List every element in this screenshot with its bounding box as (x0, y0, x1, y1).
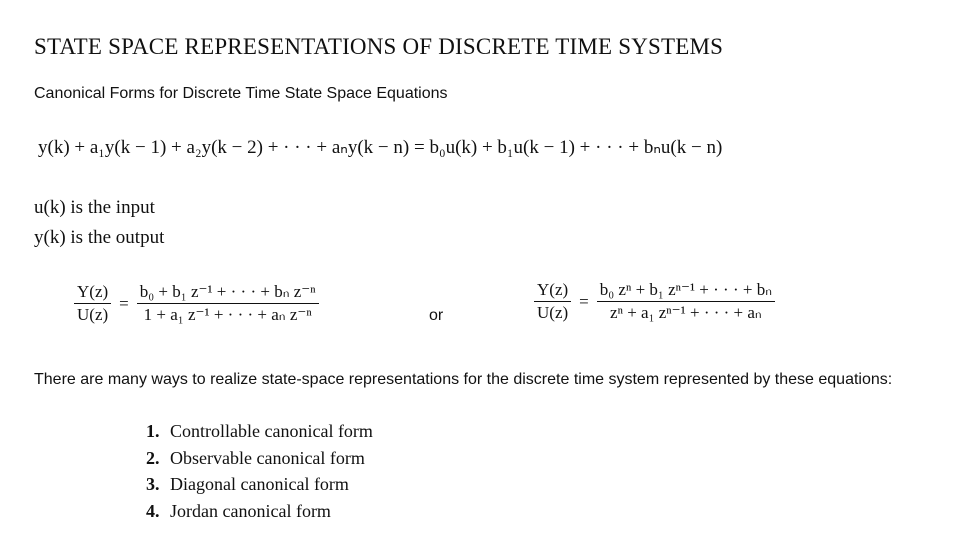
tf2-rhs-numerator: b₀ zⁿ + b₁ zⁿ⁻¹ + · · · + bₙ (597, 280, 775, 302)
io-definitions (34, 193, 164, 253)
tf1-rhs-numerator: b₀ + b₁ z⁻¹ + · · · + bₙ z⁻ⁿ (137, 282, 319, 304)
tf1-rhs-denominator: 1 + a₁ z⁻¹ + · · · + aₙ z⁻ⁿ (143, 305, 312, 324)
list-item: 2. Observable canonical form (146, 447, 365, 468)
input-definition: u(k) is the input (34, 197, 155, 218)
canonical-forms-list (146, 418, 373, 525)
transfer-function-negative-powers (68, 282, 325, 325)
tf2-rhs-fraction (597, 280, 775, 323)
equals-sign: = (579, 291, 589, 311)
tf1-lhs-denominator: U(z) (77, 305, 109, 324)
equals-sign: = (119, 293, 129, 313)
tf1-rhs-fraction (137, 282, 319, 325)
or-separator: or (429, 307, 444, 324)
list-item: 4. Jordan canonical form (146, 501, 331, 522)
tf2-lhs-denominator: U(z) (537, 303, 569, 322)
difference-equation: y(k) + a₁y(k − 1) + a₂y(k − 2) + · · · + aₙy(k − n) = b₀u(k) + b₁u(k − 1) + · · · + bₙu(k − n) (38, 137, 723, 158)
list-item: 1. Controllable canonical form (146, 421, 373, 441)
section-subtitle: Canonical Forms for Discrete Time State Space Equations (34, 85, 448, 102)
tf2-lhs-numerator: Y(z) (534, 280, 571, 302)
page-title: STATE SPACE REPRESENTATIONS OF DISCRETE TIME SYSTEMS (34, 34, 724, 59)
tf1-lhs-fraction (74, 282, 111, 325)
intro-paragraph: There are many ways to realize state-space representations for the discrete time system represented by these equations: (34, 371, 893, 388)
transfer-function-positive-powers (528, 280, 781, 323)
output-definition: y(k) is the output (34, 227, 165, 248)
list-item: 3. Diagonal canonical form (146, 474, 349, 495)
tf2-rhs-denominator: zⁿ + a₁ zⁿ⁻¹ + · · · + aₙ (610, 303, 762, 322)
tf1-lhs-numerator: Y(z) (74, 282, 111, 304)
tf2-lhs-fraction (534, 280, 571, 323)
